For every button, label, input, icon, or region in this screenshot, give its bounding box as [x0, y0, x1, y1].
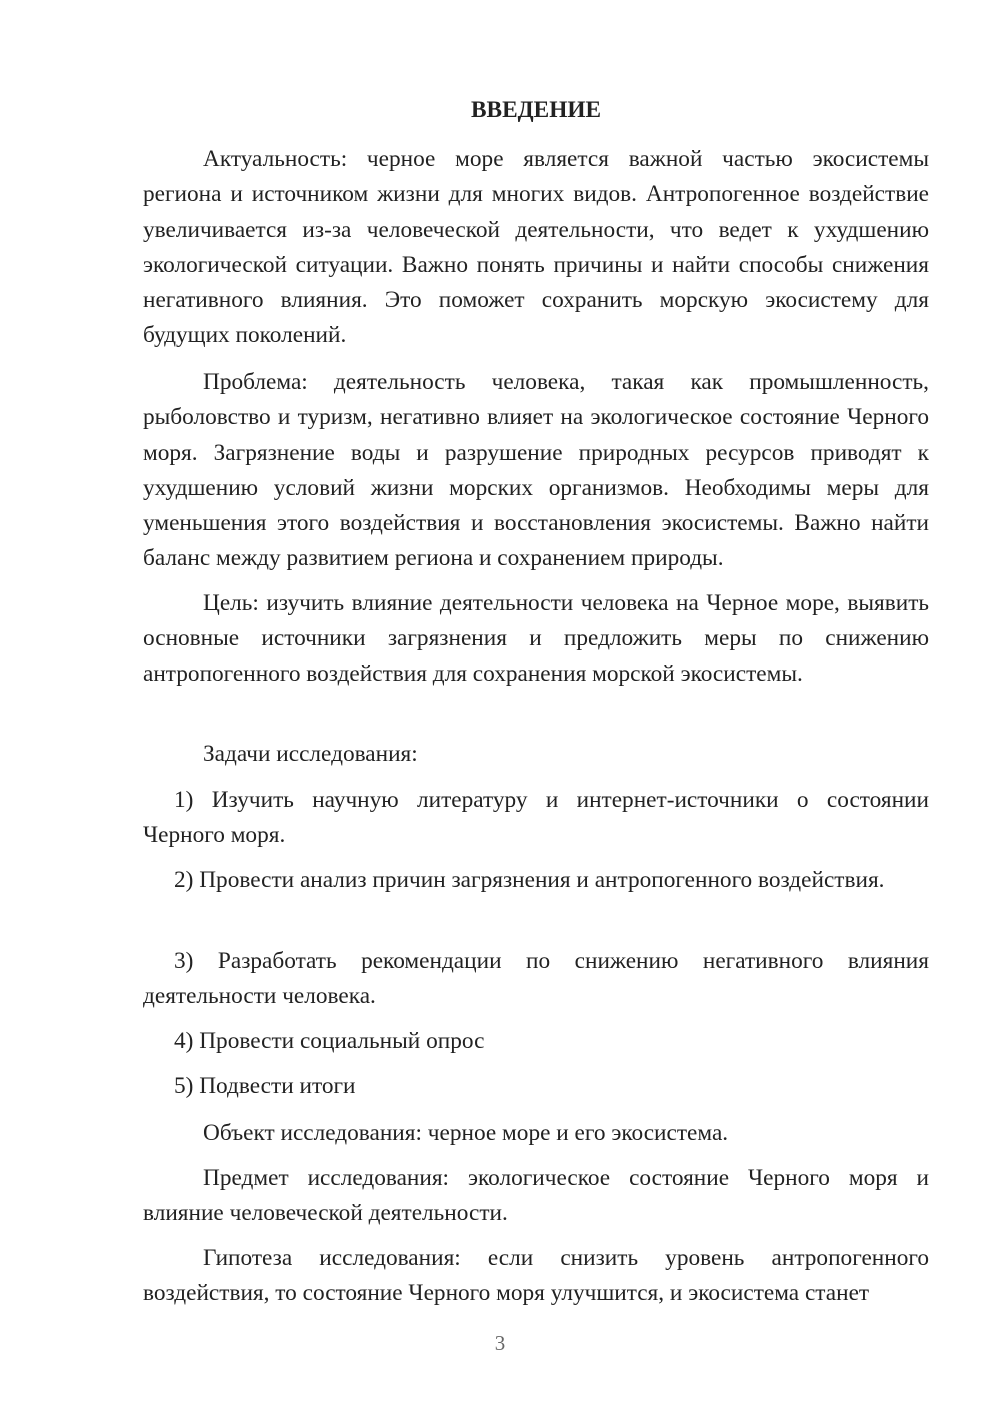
task-item-4: 4) Провести социальный опрос — [174, 1028, 485, 1054]
subject-paragraph: Предмет исследования: экологическое состояние Черного моря и влияние человеческой деятельности. — [143, 1165, 929, 1227]
goal-paragraph: Цель: изучить влияние деятельности человека на Черное море, выявить основные источники загрязнения и предложить меры по снижению антропогенного воздействия для сохранения морской экосистемы. — [143, 590, 929, 687]
hypothesis-paragraph: Гипотеза исследования: если снизить уровень антропогенного воздействия, то состояние Черного моря улучшится, и экосистема станет — [143, 1245, 929, 1307]
task-item-5: 5) Подвести итоги — [174, 1073, 356, 1099]
section-heading: ВВЕДЕНИЕ — [471, 97, 601, 123]
task-item-2: 2) Провести анализ причин загрязнения и антропогенного воздействия. — [174, 867, 885, 893]
task-item-1: 1) Изучить научную литературу и интернет-источники о состоянии Черного моря. — [143, 787, 929, 849]
problem-paragraph: Проблема: деятельность человека, такая как промышленность, рыболовство и туризм, негативно влияет на экологическое состояние Черного моря. Загрязнение воды и разрушение природных ресурсов приводят к ухудшению условий жизни морских организмов. Необходимы меры для уменьшения этого воздействия и восстановления экосистемы. Важно найти баланс между развитием региона и сохранением природы. — [143, 369, 929, 572]
object-paragraph: Объект исследования: черное море и его экосистема. — [203, 1120, 729, 1146]
tasks-title: Задачи исследования: — [203, 741, 418, 767]
page-number: 3 — [494, 1331, 506, 1355]
relevance-paragraph: Актуальность: черное море является важной частью экосистемы региона и источником жизни для многих видов. Антропогенное воздействие увеличивается из-за человеческой деятельности, что ведет к ухудшению экологической ситуации. Важно понять причины и найти способы снижения негативного влияния. Это поможет сохранить морскую экосистему для будущих поколений. — [143, 146, 929, 349]
task-item-3: 3) Разработать рекомендации по снижению негативного влияния деятельности человека. — [143, 948, 929, 1010]
